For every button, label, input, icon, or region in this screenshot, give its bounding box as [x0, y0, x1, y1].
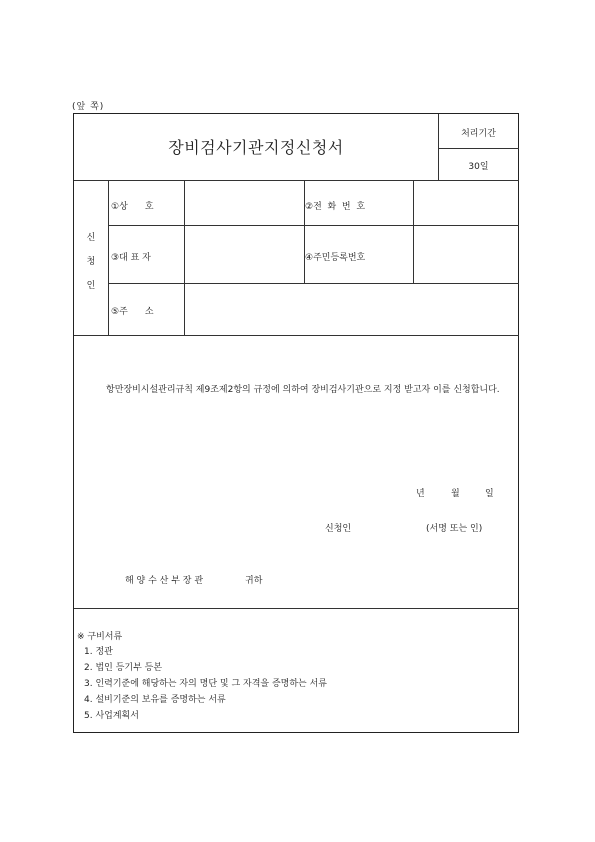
- processing-period-value: 30일: [468, 162, 489, 172]
- title-bottom-line: [74, 180, 519, 181]
- applicant-bottom-line: [74, 335, 519, 336]
- applicant-side-char-3: 인: [86, 281, 96, 291]
- required-documents-list: [84, 644, 327, 724]
- mid-value-line: [304, 180, 305, 283]
- phone-field[interactable]: [414, 182, 518, 224]
- form-title: 장비검사기관지정신청서: [168, 138, 344, 157]
- date-year-label: 년: [416, 489, 425, 499]
- page-side-note: (앞 쪽): [72, 102, 105, 112]
- processing-period-label: 처리기간: [461, 129, 496, 139]
- recipient-suffix: 귀하: [245, 576, 263, 586]
- date-month-label: 월: [451, 489, 460, 499]
- side-label-line: [108, 180, 109, 335]
- resident-number-label: ④주민등록번호: [305, 253, 366, 263]
- trade-name-field[interactable]: [185, 182, 303, 224]
- list-item: 5. 사업계획서: [84, 711, 139, 721]
- list-item: 1. 정관: [84, 647, 113, 657]
- statement-bottom-line: [74, 608, 519, 609]
- required-documents-title: ※ 구비서류: [77, 632, 123, 642]
- trade-name-label: ①상 호: [111, 202, 154, 212]
- statement-text: 항만장비시설관리규칙 제9조제2항의 규정에 의하여 장비검사기관으로 지정 받고자 이를 신청합니다.: [106, 385, 500, 395]
- address-label: ⑤주 소: [111, 307, 154, 317]
- list-item: 3. 인력기준에 해당하는 자의 명단 및 그 자격을 증명하는 서류: [84, 679, 327, 689]
- representative-field[interactable]: [185, 226, 303, 282]
- resident-number-field[interactable]: [414, 226, 518, 282]
- date-day-label: 일: [485, 489, 494, 499]
- representative-label: ③대 표 자: [111, 253, 151, 263]
- proc-divider: [438, 148, 519, 149]
- applicant-signature-label: 신청인: [325, 524, 352, 534]
- phone-label: ②전 화 번 호: [305, 202, 366, 212]
- applicant-side-char-2: 청: [86, 257, 96, 267]
- recipient-authority: 해 양 수 산 부 장 관: [125, 576, 204, 586]
- list-item: 4. 설비기준의 보유를 증명하는 서류: [84, 695, 226, 705]
- address-field[interactable]: [185, 284, 518, 333]
- list-item: 2. 법인 등기부 등본: [84, 663, 163, 673]
- signature-note: (서명 또는 인): [426, 524, 483, 534]
- applicant-side-char-1: 신: [86, 233, 96, 243]
